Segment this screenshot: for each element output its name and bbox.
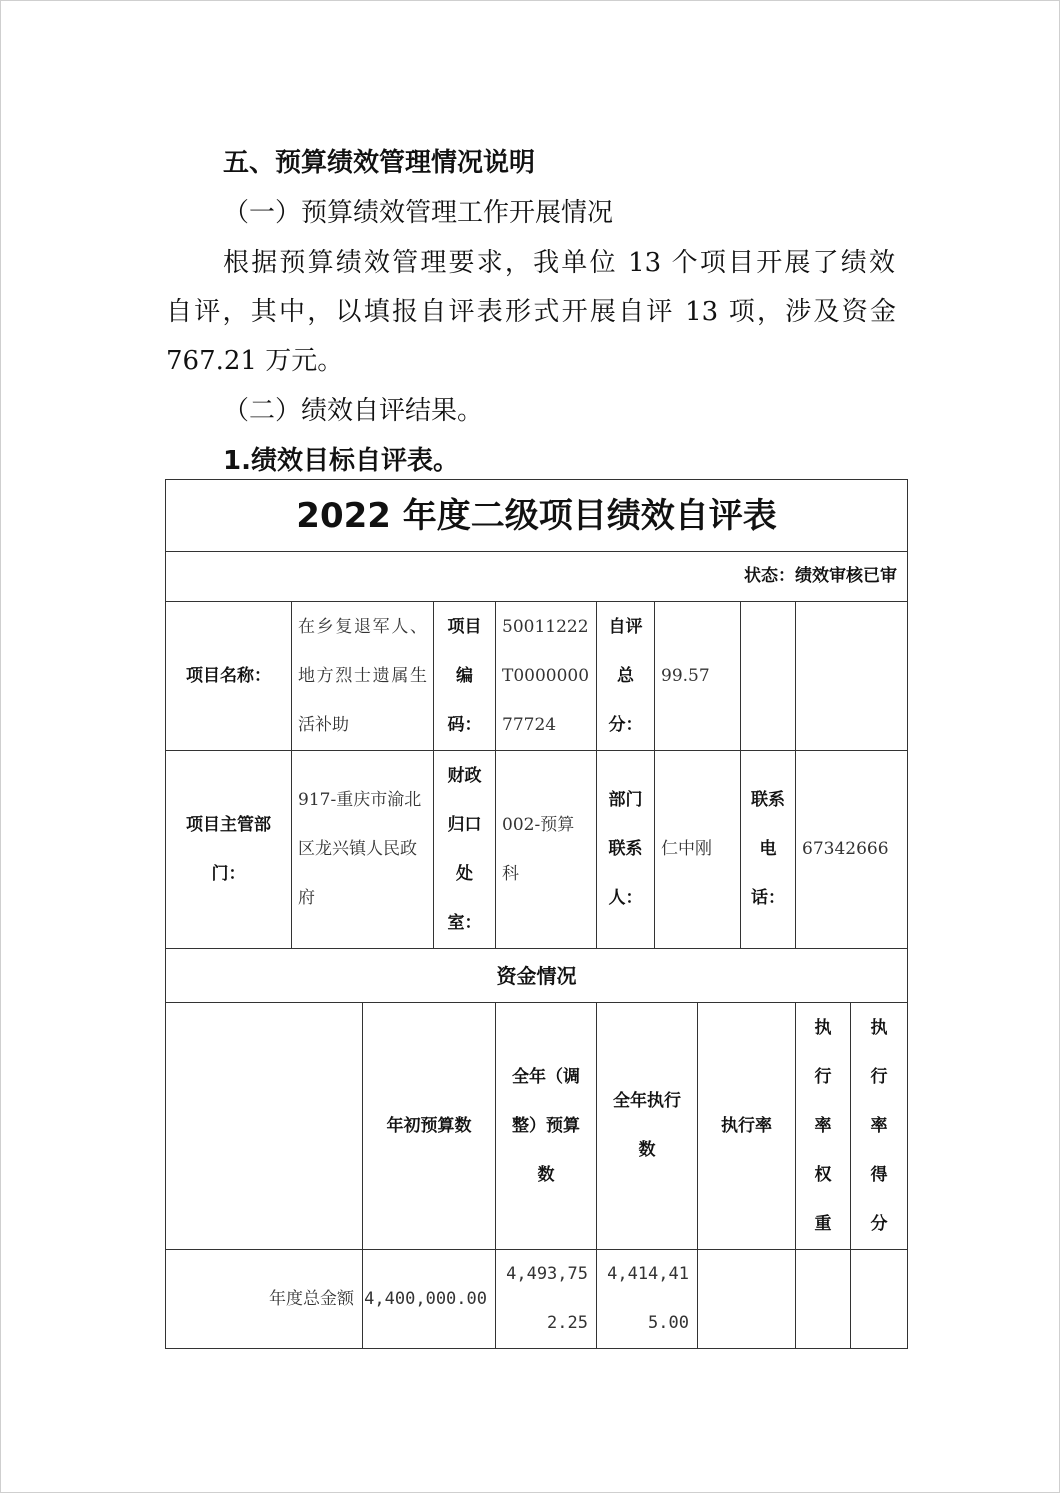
project-code-value: 50011222T000000077724: [496, 602, 597, 751]
status-label: 状态：绩效审核已审: [166, 552, 908, 602]
self-score-label: 自评总分：: [597, 602, 655, 751]
initial-budget-header: 年初预算数: [363, 1003, 496, 1250]
exec-rate-score-header: 执行率得分: [851, 1003, 908, 1250]
finance-label: 财政归口处室：: [434, 751, 496, 949]
total-row-label: 年度总金额: [166, 1250, 363, 1349]
executed-header: 全年执行数: [597, 1003, 698, 1250]
performance-evaluation-table: [165, 479, 908, 1349]
phone-label: 联系电话：: [741, 751, 796, 949]
section-heading: 五、预算绩效管理情况说明: [223, 148, 536, 178]
contact-label: 部门联系人：: [597, 751, 655, 949]
list-heading: 1.绩效目标自评表。: [223, 446, 459, 476]
total-adjusted-budget: 4,493,752.25: [496, 1250, 597, 1349]
empty-cell: [741, 602, 796, 751]
dept-label: 项目主管部门：: [166, 751, 292, 949]
self-score-value: 99.57: [655, 602, 741, 751]
total-executed: 4,414,415.00: [597, 1250, 698, 1349]
paragraph-line-1: 根据预算绩效管理要求，我单位 13 个项目开展了绩效: [223, 248, 895, 278]
sub-heading-1: （一）预算绩效管理工作开展情况: [223, 198, 614, 228]
total-initial-budget: 4,400,000.00: [363, 1250, 496, 1349]
exec-rate-weight-header: 执行率权重: [796, 1003, 851, 1250]
exec-rate-header: 执行率: [698, 1003, 796, 1250]
empty-cell: [796, 602, 908, 751]
project-code-label: 项目编码：: [434, 602, 496, 751]
empty-header-cell: [166, 1003, 363, 1250]
dept-value: 917-重庆市渝北区龙兴镇人民政府: [292, 751, 434, 949]
table-title: 2022 年度二级项目绩效自评表: [166, 480, 908, 552]
total-exec-rate-score: [851, 1250, 908, 1349]
paragraph-line-2: 自评，其中，以填报自评表形式开展自评 13 项，涉及资金: [166, 297, 896, 327]
sub-heading-2: （二）绩效自评结果。: [223, 396, 484, 426]
paragraph-line-3: 767.21 万元。: [166, 346, 344, 376]
funds-section-header: 资金情况: [166, 949, 908, 1003]
total-exec-rate-weight: [796, 1250, 851, 1349]
finance-value: 002-预算科: [496, 751, 597, 949]
contact-value: 仁中刚: [655, 751, 741, 949]
total-exec-rate: [698, 1250, 796, 1349]
adjusted-budget-header: 全年（调整）预算数: [496, 1003, 597, 1250]
project-name-value: 在乡复退军人、地方烈士遗属生活补助: [292, 602, 434, 751]
project-name-label: 项目名称：: [166, 602, 292, 751]
phone-value: 67342666: [796, 751, 908, 949]
